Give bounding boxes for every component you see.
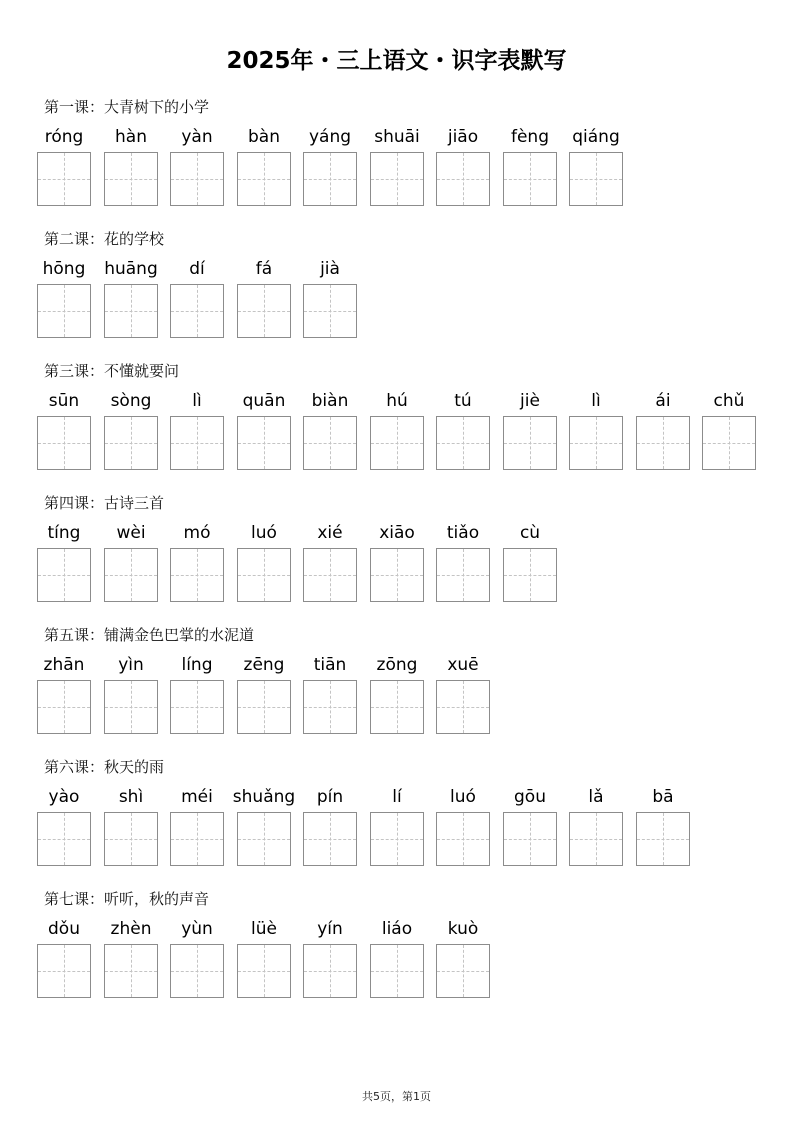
character-cell xyxy=(436,654,490,736)
writing-grid-box[interactable] xyxy=(303,548,357,602)
grid-guide-horizontal xyxy=(105,575,157,576)
character-cell xyxy=(303,786,357,868)
writing-grid-box[interactable] xyxy=(37,548,91,602)
pinyin-label: huāng xyxy=(104,259,158,279)
writing-grid-box[interactable] xyxy=(303,284,357,338)
character-cell xyxy=(170,258,224,340)
grid-guide-horizontal xyxy=(238,311,290,312)
lesson-section xyxy=(0,493,793,611)
character-cell xyxy=(370,390,424,472)
pinyin-label: hàn xyxy=(115,127,147,147)
writing-grid-box[interactable] xyxy=(436,416,490,470)
pinyin-label: lì xyxy=(591,391,601,411)
writing-grid-box[interactable] xyxy=(503,548,557,602)
grid-guide-horizontal xyxy=(171,707,223,708)
grid-guide-horizontal xyxy=(105,311,157,312)
writing-grid-box[interactable] xyxy=(237,416,291,470)
pinyin-label: quān xyxy=(242,391,286,411)
character-cell xyxy=(232,786,296,868)
lesson-section xyxy=(0,757,793,875)
pinyin-label: lì xyxy=(192,391,202,411)
pinyin-label: yáng xyxy=(308,127,352,147)
character-cell xyxy=(370,126,424,208)
pinyin-label: lǎ xyxy=(588,787,604,807)
pinyin-label: tíng xyxy=(47,523,81,543)
grid-guide-horizontal xyxy=(171,179,223,180)
grid-guide-horizontal xyxy=(238,839,290,840)
pinyin-label: bā xyxy=(652,787,674,807)
grid-guide-horizontal xyxy=(637,443,689,444)
pinyin-label: kuò xyxy=(447,919,479,939)
grid-guide-horizontal xyxy=(38,971,90,972)
grid-guide-horizontal xyxy=(371,971,423,972)
writing-grid-box[interactable] xyxy=(303,812,357,866)
pinyin-label: luó xyxy=(251,523,277,543)
grid-guide-horizontal xyxy=(304,443,356,444)
pinyin-label: jiè xyxy=(520,391,540,411)
writing-grid-box[interactable] xyxy=(170,944,224,998)
pinyin-label: chǔ xyxy=(713,391,745,411)
grid-guide-horizontal xyxy=(238,971,290,972)
page-title: 2025年・三上语文・识字表默写 xyxy=(226,48,567,74)
grid-guide-horizontal xyxy=(304,971,356,972)
pinyin-label: hōng xyxy=(42,259,86,279)
writing-grid-box[interactable] xyxy=(104,812,158,866)
pinyin-label: hú xyxy=(386,391,408,411)
grid-guide-horizontal xyxy=(238,575,290,576)
grid-guide-horizontal xyxy=(171,839,223,840)
pinyin-label: tiǎo xyxy=(446,523,480,543)
lesson-title: 第五课：铺满金色巴掌的水泥道 xyxy=(44,626,255,644)
grid-guide-horizontal xyxy=(637,839,689,840)
pinyin-label: cù xyxy=(519,523,541,543)
character-cell xyxy=(436,390,490,472)
pinyin-label: yùn xyxy=(181,919,213,939)
pinyin-label: róng xyxy=(44,127,84,147)
lesson-section xyxy=(0,889,793,1007)
character-cell xyxy=(436,918,490,1000)
pinyin-label: fèng xyxy=(510,127,549,147)
pinyin-label: yìn xyxy=(118,655,144,675)
grid-guide-horizontal xyxy=(38,707,90,708)
writing-grid-box[interactable] xyxy=(436,548,490,602)
pinyin-label: pín xyxy=(316,787,344,807)
pinyin-label: liáo xyxy=(381,919,413,939)
writing-grid-box[interactable] xyxy=(303,680,357,734)
character-cell xyxy=(237,654,291,736)
character-cell xyxy=(237,918,291,1000)
character-cell xyxy=(104,786,158,868)
character-cell xyxy=(104,258,158,340)
lesson-title: 第三课：不懂就要问 xyxy=(44,362,180,380)
pinyin-label: méi xyxy=(181,787,213,807)
pinyin-label: yàn xyxy=(181,127,213,147)
grid-guide-horizontal xyxy=(38,311,90,312)
pinyin-label: sūn xyxy=(48,391,80,411)
grid-guide-horizontal xyxy=(570,443,622,444)
grid-guide-horizontal xyxy=(304,311,356,312)
pinyin-label: mó xyxy=(183,523,211,543)
grid-guide-horizontal xyxy=(171,971,223,972)
writing-grid-box[interactable] xyxy=(303,944,357,998)
character-cell xyxy=(37,390,91,472)
character-cell xyxy=(37,918,91,1000)
writing-grid-box[interactable] xyxy=(370,680,424,734)
character-cell xyxy=(569,126,623,208)
character-cell xyxy=(303,390,357,472)
character-cell xyxy=(104,390,158,472)
writing-grid-box[interactable] xyxy=(104,284,158,338)
character-cell xyxy=(436,126,490,208)
grid-guide-horizontal xyxy=(504,839,556,840)
grid-guide-horizontal xyxy=(437,443,489,444)
pinyin-label: gōu xyxy=(514,787,546,807)
character-cell xyxy=(170,390,224,472)
writing-grid-box[interactable] xyxy=(104,680,158,734)
writing-grid-box[interactable] xyxy=(237,548,291,602)
character-cell xyxy=(436,786,490,868)
writing-grid-box[interactable] xyxy=(436,680,490,734)
character-cell xyxy=(170,654,224,736)
character-cell xyxy=(503,522,557,604)
grid-guide-horizontal xyxy=(504,443,556,444)
lesson-section xyxy=(0,361,793,479)
pinyin-label: yín xyxy=(317,919,343,939)
writing-grid-box[interactable] xyxy=(370,944,424,998)
writing-grid-box[interactable] xyxy=(37,812,91,866)
pinyin-label: bàn xyxy=(248,127,280,147)
grid-guide-horizontal xyxy=(570,839,622,840)
writing-grid-box[interactable] xyxy=(104,416,158,470)
pinyin-label: xié xyxy=(317,523,343,543)
pinyin-label: wèi xyxy=(116,523,146,543)
grid-guide-horizontal xyxy=(238,707,290,708)
writing-grid-box[interactable] xyxy=(37,944,91,998)
grid-guide-horizontal xyxy=(105,839,157,840)
writing-grid-box[interactable] xyxy=(436,152,490,206)
grid-guide-horizontal xyxy=(371,707,423,708)
character-cell xyxy=(37,522,91,604)
character-cell xyxy=(303,654,357,736)
character-cell xyxy=(370,786,424,868)
character-cell xyxy=(37,258,91,340)
grid-guide-horizontal xyxy=(304,839,356,840)
grid-guide-horizontal xyxy=(38,179,90,180)
pinyin-label: líng xyxy=(181,655,213,675)
writing-grid-box[interactable] xyxy=(237,812,291,866)
grid-guide-horizontal xyxy=(703,443,755,444)
character-cell xyxy=(636,786,690,868)
writing-grid-box[interactable] xyxy=(569,812,623,866)
grid-guide-horizontal xyxy=(105,179,157,180)
grid-guide-horizontal xyxy=(38,839,90,840)
lesson-title: 第二课：花的学校 xyxy=(44,230,165,248)
writing-grid-box[interactable] xyxy=(237,284,291,338)
character-cell xyxy=(237,258,291,340)
grid-guide-horizontal xyxy=(238,179,290,180)
writing-grid-box[interactable] xyxy=(436,944,490,998)
character-cell xyxy=(303,126,357,208)
character-cell xyxy=(370,654,424,736)
writing-grid-box[interactable] xyxy=(37,416,91,470)
writing-grid-box[interactable] xyxy=(37,152,91,206)
writing-grid-box[interactable] xyxy=(104,548,158,602)
grid-guide-horizontal xyxy=(105,443,157,444)
grid-guide-horizontal xyxy=(304,707,356,708)
writing-grid-box[interactable] xyxy=(702,416,756,470)
pinyin-label: yào xyxy=(48,787,80,807)
lesson-section xyxy=(0,229,793,347)
pinyin-label: tú xyxy=(454,391,472,411)
lesson-title: 第七课：听听，秋的声音 xyxy=(44,890,210,908)
character-cell xyxy=(436,522,490,604)
writing-grid-box[interactable] xyxy=(569,416,623,470)
character-cell xyxy=(503,786,557,868)
pinyin-label: shuāi xyxy=(374,127,420,147)
lesson-title: 第一课：大青树下的小学 xyxy=(44,98,210,116)
grid-guide-horizontal xyxy=(38,575,90,576)
grid-guide-horizontal xyxy=(437,971,489,972)
grid-guide-horizontal xyxy=(504,179,556,180)
writing-grid-box[interactable] xyxy=(37,680,91,734)
pinyin-label: dí xyxy=(189,259,205,279)
pinyin-label: biàn xyxy=(311,391,349,411)
grid-guide-horizontal xyxy=(105,971,157,972)
grid-guide-horizontal xyxy=(371,839,423,840)
writing-grid-box[interactable] xyxy=(636,812,690,866)
character-cell xyxy=(170,786,224,868)
pinyin-label: jiāo xyxy=(447,127,479,147)
grid-guide-horizontal xyxy=(38,443,90,444)
character-cell xyxy=(370,918,424,1000)
character-cell xyxy=(237,126,291,208)
character-cell xyxy=(303,918,357,1000)
character-cell xyxy=(37,126,91,208)
writing-grid-box[interactable] xyxy=(303,152,357,206)
writing-grid-box[interactable] xyxy=(104,944,158,998)
grid-guide-horizontal xyxy=(304,179,356,180)
writing-grid-box[interactable] xyxy=(569,152,623,206)
lesson-title: 第六课：秋天的雨 xyxy=(44,758,165,776)
character-cell xyxy=(702,390,756,472)
writing-grid-box[interactable] xyxy=(170,152,224,206)
pinyin-label: zhān xyxy=(43,655,85,675)
character-cell xyxy=(237,522,291,604)
character-cell xyxy=(104,654,158,736)
pinyin-label: shuǎng xyxy=(232,787,296,807)
writing-grid-box[interactable] xyxy=(104,152,158,206)
grid-guide-horizontal xyxy=(570,179,622,180)
grid-guide-horizontal xyxy=(437,179,489,180)
pinyin-label: qiáng xyxy=(572,127,620,147)
writing-grid-box[interactable] xyxy=(303,416,357,470)
character-cell xyxy=(237,390,291,472)
pinyin-label: xiāo xyxy=(379,523,415,543)
pinyin-label: xuē xyxy=(447,655,479,675)
pinyin-label: luó xyxy=(450,787,476,807)
character-cell xyxy=(636,390,690,472)
pinyin-label: sòng xyxy=(110,391,152,411)
writing-grid-box[interactable] xyxy=(436,812,490,866)
writing-grid-box[interactable] xyxy=(37,284,91,338)
pinyin-label: lüè xyxy=(251,919,277,939)
grid-guide-horizontal xyxy=(171,311,223,312)
pinyin-label: tiān xyxy=(313,655,347,675)
lesson-section xyxy=(0,625,793,743)
writing-grid-box[interactable] xyxy=(503,152,557,206)
pinyin-label: dǒu xyxy=(48,919,80,939)
character-cell xyxy=(569,786,623,868)
writing-grid-box[interactable] xyxy=(503,812,557,866)
grid-guide-horizontal xyxy=(371,575,423,576)
character-cell xyxy=(370,522,424,604)
pinyin-label: lí xyxy=(392,787,402,807)
writing-grid-box[interactable] xyxy=(636,416,690,470)
pinyin-label: ái xyxy=(655,391,671,411)
character-cell xyxy=(303,522,357,604)
character-cell xyxy=(104,918,158,1000)
pinyin-label: fá xyxy=(255,259,273,279)
grid-guide-horizontal xyxy=(371,179,423,180)
character-cell xyxy=(503,390,557,472)
grid-guide-horizontal xyxy=(304,575,356,576)
grid-guide-horizontal xyxy=(504,575,556,576)
character-cell xyxy=(503,126,557,208)
grid-guide-horizontal xyxy=(171,575,223,576)
writing-grid-box[interactable] xyxy=(170,548,224,602)
writing-grid-box[interactable] xyxy=(370,152,424,206)
writing-grid-box[interactable] xyxy=(170,680,224,734)
grid-guide-horizontal xyxy=(437,839,489,840)
writing-grid-box[interactable] xyxy=(170,284,224,338)
writing-grid-box[interactable] xyxy=(237,680,291,734)
page-footer: 共5页，第1页 xyxy=(362,1090,431,1103)
writing-grid-box[interactable] xyxy=(370,416,424,470)
character-cell xyxy=(104,126,158,208)
grid-guide-horizontal xyxy=(105,707,157,708)
character-cell xyxy=(569,390,623,472)
pinyin-label: zōng xyxy=(376,655,418,675)
writing-grid-box[interactable] xyxy=(370,812,424,866)
pinyin-label: zhèn xyxy=(110,919,152,939)
writing-grid-box[interactable] xyxy=(170,812,224,866)
grid-guide-horizontal xyxy=(437,707,489,708)
grid-guide-horizontal xyxy=(371,443,423,444)
pinyin-label: zēng xyxy=(243,655,285,675)
writing-grid-box[interactable] xyxy=(237,944,291,998)
writing-grid-box[interactable] xyxy=(170,416,224,470)
grid-guide-horizontal xyxy=(437,575,489,576)
character-cell xyxy=(170,522,224,604)
grid-guide-horizontal xyxy=(171,443,223,444)
character-cell xyxy=(37,654,91,736)
character-cell xyxy=(170,918,224,1000)
grid-guide-horizontal xyxy=(238,443,290,444)
lesson-title: 第四课：古诗三首 xyxy=(44,494,165,512)
character-cell xyxy=(37,786,91,868)
pinyin-label: shì xyxy=(118,787,144,807)
writing-grid-box[interactable] xyxy=(370,548,424,602)
writing-grid-box[interactable] xyxy=(237,152,291,206)
writing-grid-box[interactable] xyxy=(503,416,557,470)
character-cell xyxy=(170,126,224,208)
character-cell xyxy=(104,522,158,604)
character-cell xyxy=(303,258,357,340)
pinyin-label: jià xyxy=(320,259,340,279)
lesson-section xyxy=(0,97,793,215)
